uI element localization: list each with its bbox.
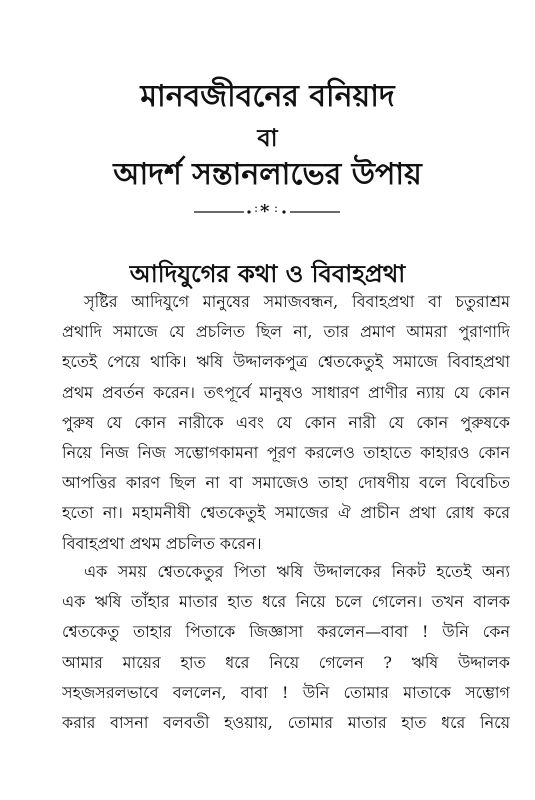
ornament-divider bbox=[192, 200, 342, 220]
svg-text:*: * bbox=[260, 201, 270, 220]
paragraph bbox=[62, 557, 510, 738]
text-line: আমার মায়ের হাত ধরে নিয়ে গেলেন ? ঋষি উদ্দালক bbox=[62, 652, 510, 672]
title-conjunction: বা bbox=[257, 123, 278, 152]
svg-text::: : bbox=[254, 201, 259, 215]
text-line: শ্বেতকেতু তাহার পিতাকে জিজ্ঞাসা করলেন—বাবা ! উনি কেন bbox=[62, 622, 510, 642]
text-line: এক সময় শ্বেতকেতুর পিতা ঋষি উদ্দালকের নিকট হতেই অন্য bbox=[84, 562, 510, 581]
text-line: আপত্তির কারণ ছিল না বা সমাজেও তাহা দোষণীয় বলে বিবেচিত bbox=[62, 473, 510, 493]
paragraph bbox=[62, 287, 510, 559]
text-line: করার বাসনা বলবতী হওয়ায়, তোমার মাতার হাত ধরে নিয়ে bbox=[62, 712, 510, 732]
text-line: হতো না। মহামনীষী শ্বেতকেতুই সমাজের ঐ প্রাচীন প্রথা রোধ করে bbox=[62, 503, 510, 523]
svg-text::: : bbox=[274, 201, 279, 215]
text-line: পুরুষ যে কোন নারীকে এবং যে কোন নারী যে কোন পুরুষকে bbox=[62, 412, 510, 432]
section-heading: আদিযুগের কথা ও বিবাহপ্রথা bbox=[129, 259, 406, 288]
text-line: সৃষ্টির আদিযুগে মানুষের সমাজবন্ধন, বিবাহপ্রথা বা চতুরাশ্রম bbox=[84, 292, 510, 311]
book-title: মানবজীবনের বনিয়াদ bbox=[140, 79, 395, 114]
text-line: হতেই পেয়ে থাকি। ঋষি উদ্দালকপুত্র শ্বেতকেতুই সমাজে বিবাহপ্রথা bbox=[62, 352, 510, 372]
text-line: বিবাহপ্রথা প্রথম প্রচলিত করেন। bbox=[62, 533, 262, 553]
text-line: এক ঋষি তাঁহার মাতার হাত ধরে নিয়ে চলে গেলেন। তখন বালক bbox=[62, 592, 510, 612]
text-line: সহজসরলভাবে বললেন, বাবা ! উনি তোমার মাতাকে সম্ভোগ bbox=[62, 682, 510, 702]
text-line: প্রথম প্রবর্তন করেন। তৎপূর্বে মানুষও সাধারণ প্রাণীর ন্যায় যে কোন bbox=[62, 382, 510, 402]
text-line: প্রথাদি সমাজে যে প্রচলিত ছিল না, তার প্রমাণ আমরা পুরাণাদি bbox=[62, 322, 510, 342]
book-subtitle: আদর্শ সন্তানলাভের উপায় bbox=[113, 157, 422, 192]
text-line: নিয়ে নিজ নিজ সম্ভোগকামনা পূরণ করলেও তাহাতে কাহারও কোন bbox=[62, 442, 510, 462]
